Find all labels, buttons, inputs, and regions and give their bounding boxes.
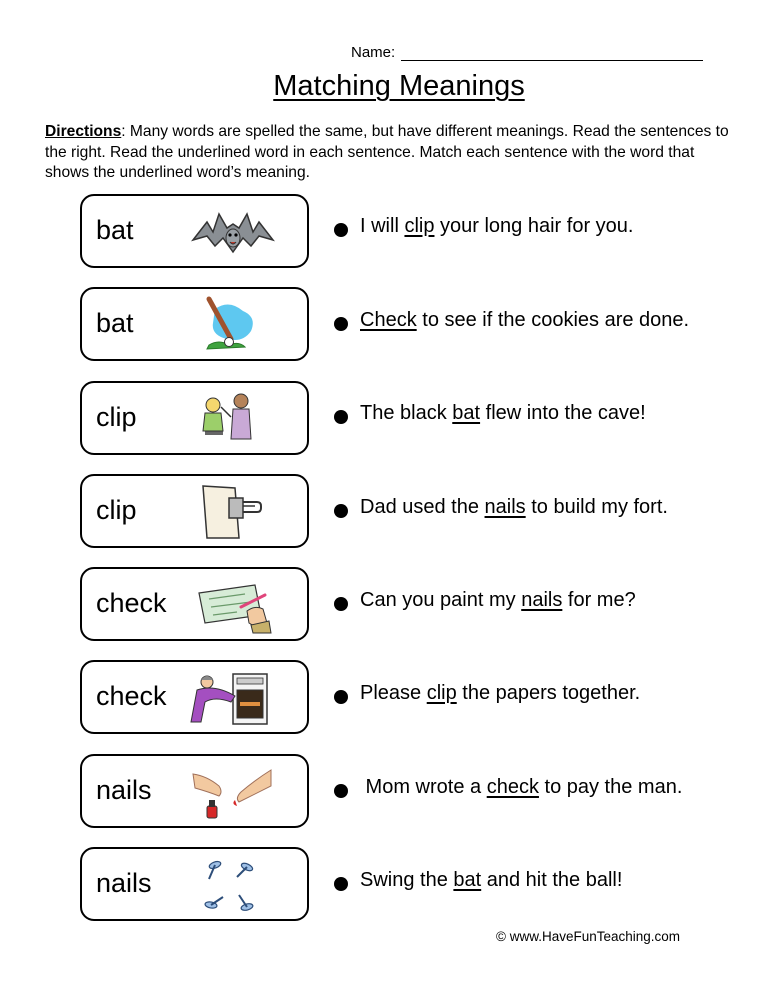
sentence-text: Mom wrote a check to pay the man.: [360, 776, 683, 798]
directions-text: : Many words are spelled the same, but have different meanings. Read the sentences to the right. Read the underlined word in each sentence. Match each sentence with the word that shows the underlined word’s meaning.: [45, 123, 729, 181]
card-word: nails: [96, 868, 152, 898]
metal-nails-icon: [185, 855, 281, 915]
underlined-word: check: [486, 776, 539, 798]
sentence-item[interactable]: [334, 213, 633, 239]
bat-animal-icon: [185, 202, 281, 262]
underlined-word: nails: [521, 589, 563, 611]
card-word: clip: [96, 495, 137, 525]
sentence-text: I will clip your long hair for you.: [360, 215, 634, 237]
word-card[interactable]: [80, 660, 309, 734]
sentence-item[interactable]: [334, 494, 668, 520]
card-word: nails: [96, 775, 152, 805]
sentence-item[interactable]: [334, 400, 646, 426]
underlined-word: nails: [484, 496, 526, 518]
baseball-bat-icon: [185, 295, 281, 355]
sentence-text: Check to see if the cookies are done.: [360, 309, 690, 331]
sentence-text: Dad used the nails to build my fort.: [360, 496, 668, 518]
nail-polish-icon: [185, 762, 281, 822]
word-card[interactable]: [80, 847, 309, 921]
sentence-item[interactable]: [334, 774, 682, 800]
sentence-text: Please clip the papers together.: [360, 682, 641, 704]
card-word: check: [96, 588, 167, 618]
card-word: bat: [96, 215, 134, 245]
card-word: bat: [96, 308, 134, 338]
match-dot[interactable]: [334, 223, 348, 237]
underlined-word: Check: [360, 309, 417, 331]
sentence-item[interactable]: [334, 587, 636, 613]
underlined-word: bat: [452, 402, 481, 424]
name-blank-line[interactable]: [401, 44, 703, 61]
haircut-icon: [185, 389, 281, 449]
underlined-word: clip: [426, 682, 457, 704]
underlined-word: bat: [453, 869, 482, 891]
word-card[interactable]: [80, 287, 309, 361]
bank-check-icon: [185, 575, 281, 635]
match-dot[interactable]: [334, 784, 348, 798]
sentence-text: Can you paint my nails for me?: [360, 589, 636, 611]
match-dot[interactable]: [334, 597, 348, 611]
word-card[interactable]: [80, 567, 309, 641]
sentence-item[interactable]: [334, 680, 640, 706]
word-card[interactable]: [80, 194, 309, 268]
card-word: check: [96, 681, 167, 711]
word-card[interactable]: [80, 474, 309, 548]
directions-label: Directions: [45, 123, 122, 140]
sentence-text: The black bat flew into the cave!: [360, 402, 646, 424]
copyright-footer: © www.HaveFunTeaching.com: [496, 929, 681, 944]
card-word: clip: [96, 402, 137, 432]
word-card[interactable]: [80, 381, 309, 455]
name-label: Name:: [351, 44, 396, 61]
match-dot[interactable]: [334, 504, 348, 518]
oven-baking-icon: [185, 668, 281, 728]
match-dot[interactable]: [334, 690, 348, 704]
name-field: [351, 44, 703, 61]
sentence-item[interactable]: [334, 307, 689, 333]
match-dot[interactable]: [334, 410, 348, 424]
underlined-word: clip: [404, 215, 435, 237]
page-title: Matching Meanings: [273, 70, 525, 102]
sentence-item[interactable]: [334, 867, 622, 893]
word-card[interactable]: [80, 754, 309, 828]
match-dot[interactable]: [334, 877, 348, 891]
binder-clip-icon: [185, 482, 281, 542]
sentence-text: Swing the bat and hit the ball!: [360, 869, 623, 891]
match-dot[interactable]: [334, 317, 348, 331]
directions: [45, 122, 735, 184]
